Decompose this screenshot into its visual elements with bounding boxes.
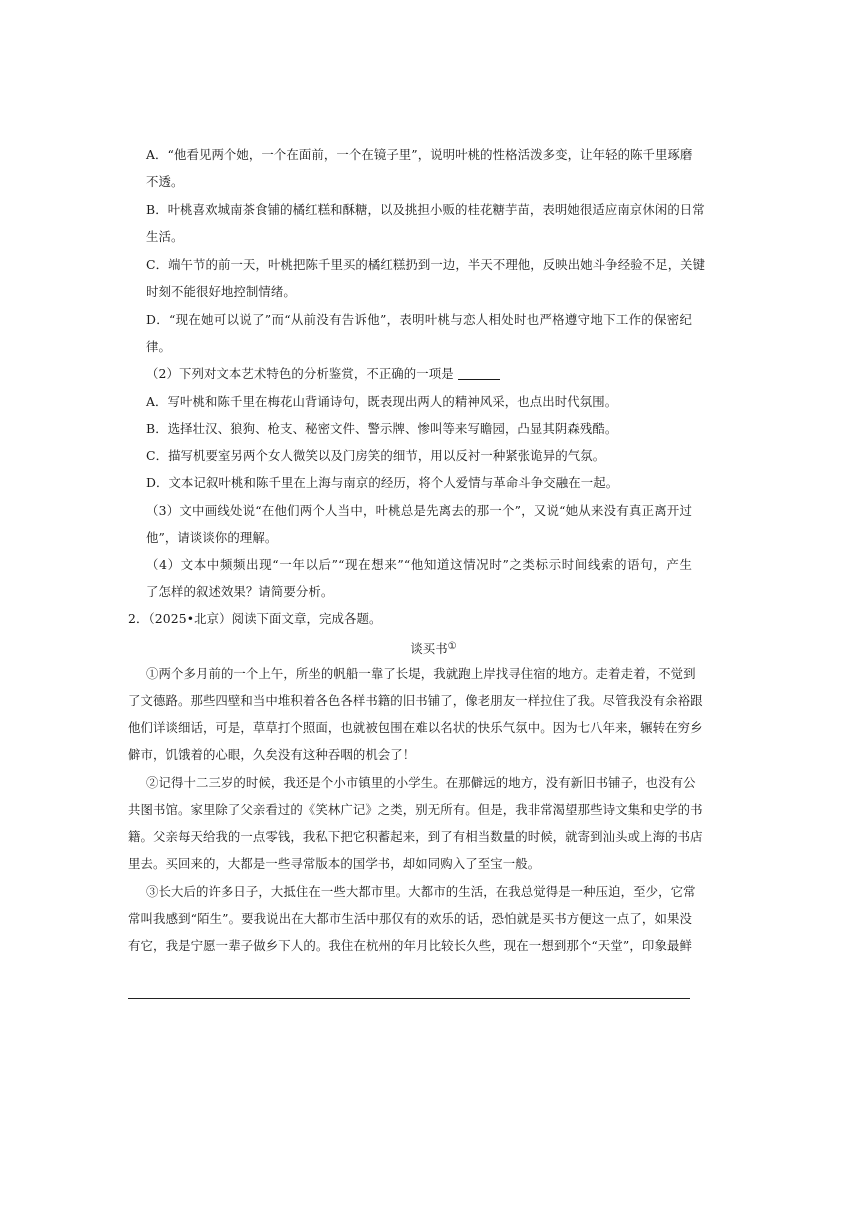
q1-option-b-line1: B．叶桃喜欢城南茶食铺的橘红糕和酥糖，以及挑担小贩的桂花糖芋苗，表明她很适应南京休闲的日常 <box>146 202 705 217</box>
q1-option-c-line1: C．端午节的前一天，叶桃把陈千里买的橘红糕扔到一边，半天不理他，反映出她斗争经验不足，关键 <box>146 257 706 272</box>
paragraph-2-line3: 籍。父亲每天给我的一点零钱，我私下把它积蓄起来，到了有相当数量的时候，就寄到汕头或上海的书店 <box>128 829 703 844</box>
paragraph-3-line1: ③长大后的许多日子，大抵住在一些大都市里。大都市的生活，在我总觉得是一种压迫，至少，它常 <box>146 884 696 899</box>
q1-option-d-line2: 律。 <box>146 339 171 354</box>
q2-prompt: （2）下列对文本艺术特色的分析鉴赏，不正确的一项是 <box>146 366 454 381</box>
answer-blank <box>458 367 500 380</box>
paragraph-1-line3: 他们详谈细话，可是，草草打个照面，也就被包围在难以名状的快乐气氛中。因为七八年来，辗转在穷乡 <box>128 720 703 735</box>
q1-option-c-line2: 时刻不能很好地控制情绪。 <box>146 284 296 299</box>
paragraph-1-line1: ①两个多月前的一个上午，所坐的帆船一靠了长堤，我就跑上岸找寻住宿的地方。走着走着，不觉到 <box>146 666 696 681</box>
q2-option-c: C．描写机要室另两个女人微笑以及门房笑的细节，用以反衬一种紧张诡异的气氛。 <box>146 448 606 463</box>
q1-option-d-line1: D．“现在她可以说了”而“从前没有告诉他”，表明叶桃与恋人相处时也严格遵守地下工作的保密纪 <box>146 312 692 327</box>
q4-line2: 了怎样的叙述效果？请简要分析。 <box>146 584 334 599</box>
q2-option-d: D．文本记叙叶桃和陈千里在上海与南京的经历，将个人爱情与革命斗争交融在一起。 <box>146 475 619 490</box>
paragraph-2-line4: 里去。买回来的，大都是一些寻常版本的国学书，却如同购入了至宝一般。 <box>128 856 541 871</box>
paragraph-2-line1: ②记得十二三岁的时候，我还是个小市镇里的小学生。在那僻远的地方，没有新旧书铺子，也没有公 <box>146 775 696 790</box>
q1-option-b-line2: 生活。 <box>146 229 184 244</box>
q2-option-b: B．选择壮汉、狼狗、枪支、秘密文件、警示牌、惨叫等来写瞻园，凸显其阴森残酷。 <box>146 421 618 436</box>
q1-option-a-line2: 不透。 <box>146 174 184 189</box>
q3-line2: 他”，请谈谈你的理解。 <box>146 530 278 545</box>
footer-divider <box>128 998 690 999</box>
article-title <box>0 638 867 658</box>
q2-option-a: A．写叶桃和陈千里在梅花山背诵诗句，既表现出两人的精神风采，也点出时代氛围。 <box>146 394 618 409</box>
q2-prompt-line <box>146 365 692 383</box>
question2-header: 2．（2025•北京）阅读下面文章，完成各题。 <box>128 611 382 626</box>
paragraph-2-line2: 共图书馆。家里除了父亲看过的《笑林广记》之类，别无所有。但是，我非常渴望那些诗文集和史学的书 <box>128 802 703 817</box>
paragraph-1-line2: 了文德路。那些四壁和当中堆积着各色各样书籍的旧书铺了，像老朋友一样拉住了我。尽管我没有余裕跟 <box>128 693 703 708</box>
q3-line1: （3）文中画线处说“在他们两个人当中，叶桃总是先离去的那一个”，又说“她从来没有真正离开过 <box>146 503 692 518</box>
article-title-text: 谈买书 <box>410 641 448 656</box>
paragraph-3-line3: 有它，我是宁愿一辈子做乡下人的。我住在杭州的年月比较长久些，现在一想到那个“天堂”，印象最鲜 <box>128 938 692 953</box>
paragraph-1-line4: 僻市，饥饿着的心眼，久矣没有这种吞咽的机会了！ <box>128 747 416 762</box>
q1-option-a-line1: A．“他看见两个她，一个在面前，一个在镜子里”，说明叶桃的性格活泼多变，让年轻的陈千里琢磨 <box>146 147 693 162</box>
paragraph-3-line2: 常叫我感到“陌生”。要我说出在大都市生活中那仅有的欢乐的话，恐怕就是买书方便这一点了，如果没 <box>128 911 692 926</box>
q4-line1: （4）文本中频频出现“一年以后”“现在想来”“他知道这情况时”之类标示时间线索的语句，产生 <box>146 557 692 572</box>
footnote-marker: ① <box>447 641 457 652</box>
